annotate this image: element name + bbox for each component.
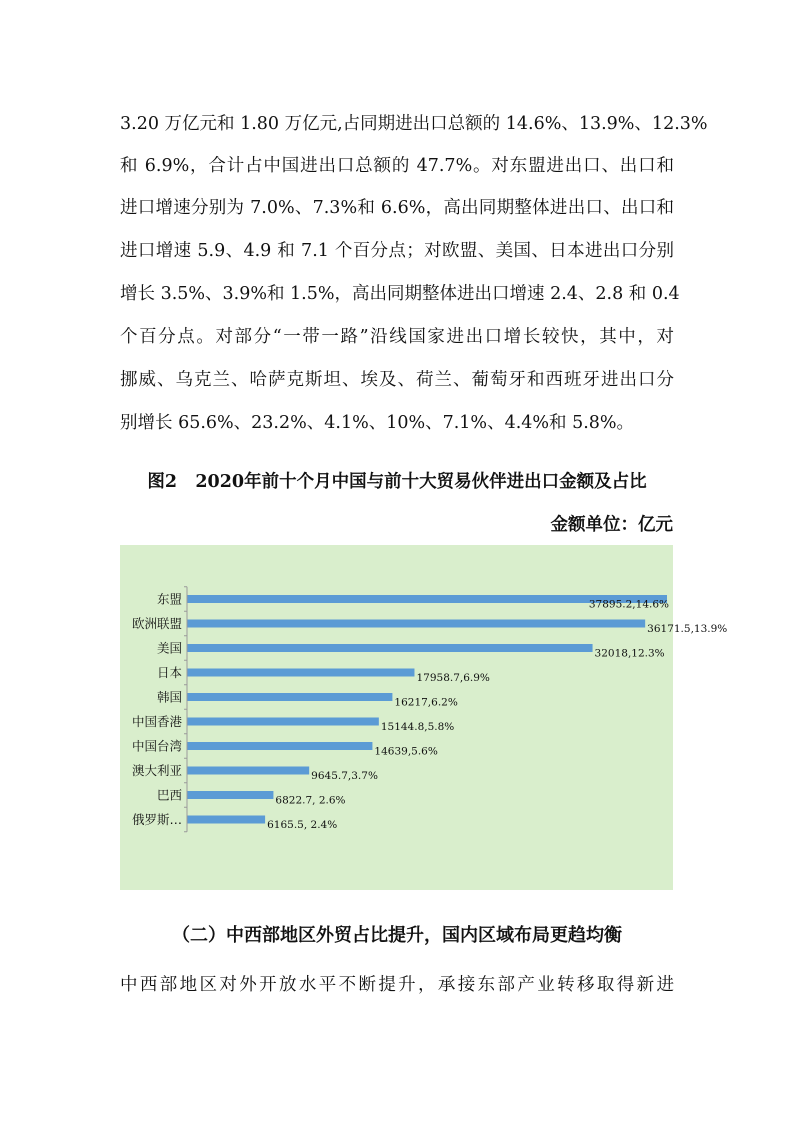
data-label: 6822.7, 2.6% <box>275 794 346 807</box>
category-label: 美国 <box>156 640 182 656</box>
data-label: 14639,5.6% <box>374 745 438 758</box>
data-label: 6165.5, 2.4% <box>267 819 338 831</box>
bar <box>187 669 414 677</box>
bar <box>187 767 309 775</box>
category-label: 中国香港 <box>131 714 182 729</box>
paragraph-line: 进口增速 5.9、4.9 和 7.1 个百分点；对欧盟、美国、日本进出口分别 <box>120 241 674 261</box>
bar <box>187 816 265 824</box>
paragraph-line: 进口增速分别为 7.0%、7.3%和 6.6%，高出同期整体进出口、出口和 <box>120 198 674 218</box>
paragraph-line: 和 6.9%，合计占中国进出口总额的 47.7%。对东盟进出口、出口和 <box>120 156 674 176</box>
category-label: 欧洲联盟 <box>131 616 182 631</box>
section-heading: （二）中西部地区外贸占比提升，国内区域布局更趋均衡 <box>172 925 622 946</box>
data-label: 37895.2,14.6% <box>588 598 669 611</box>
category-label: 东盟 <box>156 591 182 607</box>
category-label: 俄罗斯… <box>131 812 182 827</box>
paragraph-line: 别增长 65.6%、23.2%、4.1%、10%、7.1%、4.4%和 5.8%。 <box>120 413 635 433</box>
paragraph-line: 增长 3.5%、3.9%和 1.5%，高出同期整体进出口增速 2.4、2.8 和 0.4 <box>120 284 680 304</box>
chart-area <box>120 545 728 890</box>
category-label: 中国台湾 <box>131 738 182 754</box>
figure-title: 图2 2020年前十个月中国与前十大贸易伙伴进出口金额及占比 <box>147 472 647 492</box>
unit-label: 金额单位：亿元 <box>550 515 673 535</box>
data-label: 17958.7,6.9% <box>416 672 490 684</box>
bar <box>187 620 645 628</box>
paragraph-line: 个百分点。对部分“一带一路”沿线国家进出口增长较快，其中，对 <box>120 327 674 347</box>
paragraph-line: 3.20 万亿元和 1.80 万亿元,占同期进出口总额的 14.6%、13.9%、12.3% <box>120 114 708 134</box>
bar <box>187 644 593 652</box>
category-label: 巴西 <box>156 787 182 803</box>
paragraph-line: 挪威、乌克兰、哈萨克斯坦、埃及、荷兰、葡萄牙和西班牙进出口分 <box>120 370 674 390</box>
data-label: 36171.5,13.9% <box>647 623 728 635</box>
category-label: 澳大利亚 <box>131 763 182 778</box>
data-label: 9645.7,3.7% <box>311 770 378 782</box>
bar <box>187 742 372 750</box>
data-label: 32018,12.3% <box>594 647 665 660</box>
data-label: 15144.8,5.8% <box>380 721 455 733</box>
data-label: 16217,6.2% <box>394 696 458 709</box>
bar-chart <box>120 545 728 890</box>
bar <box>187 718 379 726</box>
category-label: 日本 <box>156 665 182 680</box>
paragraph-line: 中西部地区对外开放水平不断提升，承接东部产业转移取得新进 <box>120 975 674 995</box>
category-label: 韩国 <box>156 689 182 705</box>
bar <box>187 791 273 799</box>
bar <box>187 693 392 701</box>
